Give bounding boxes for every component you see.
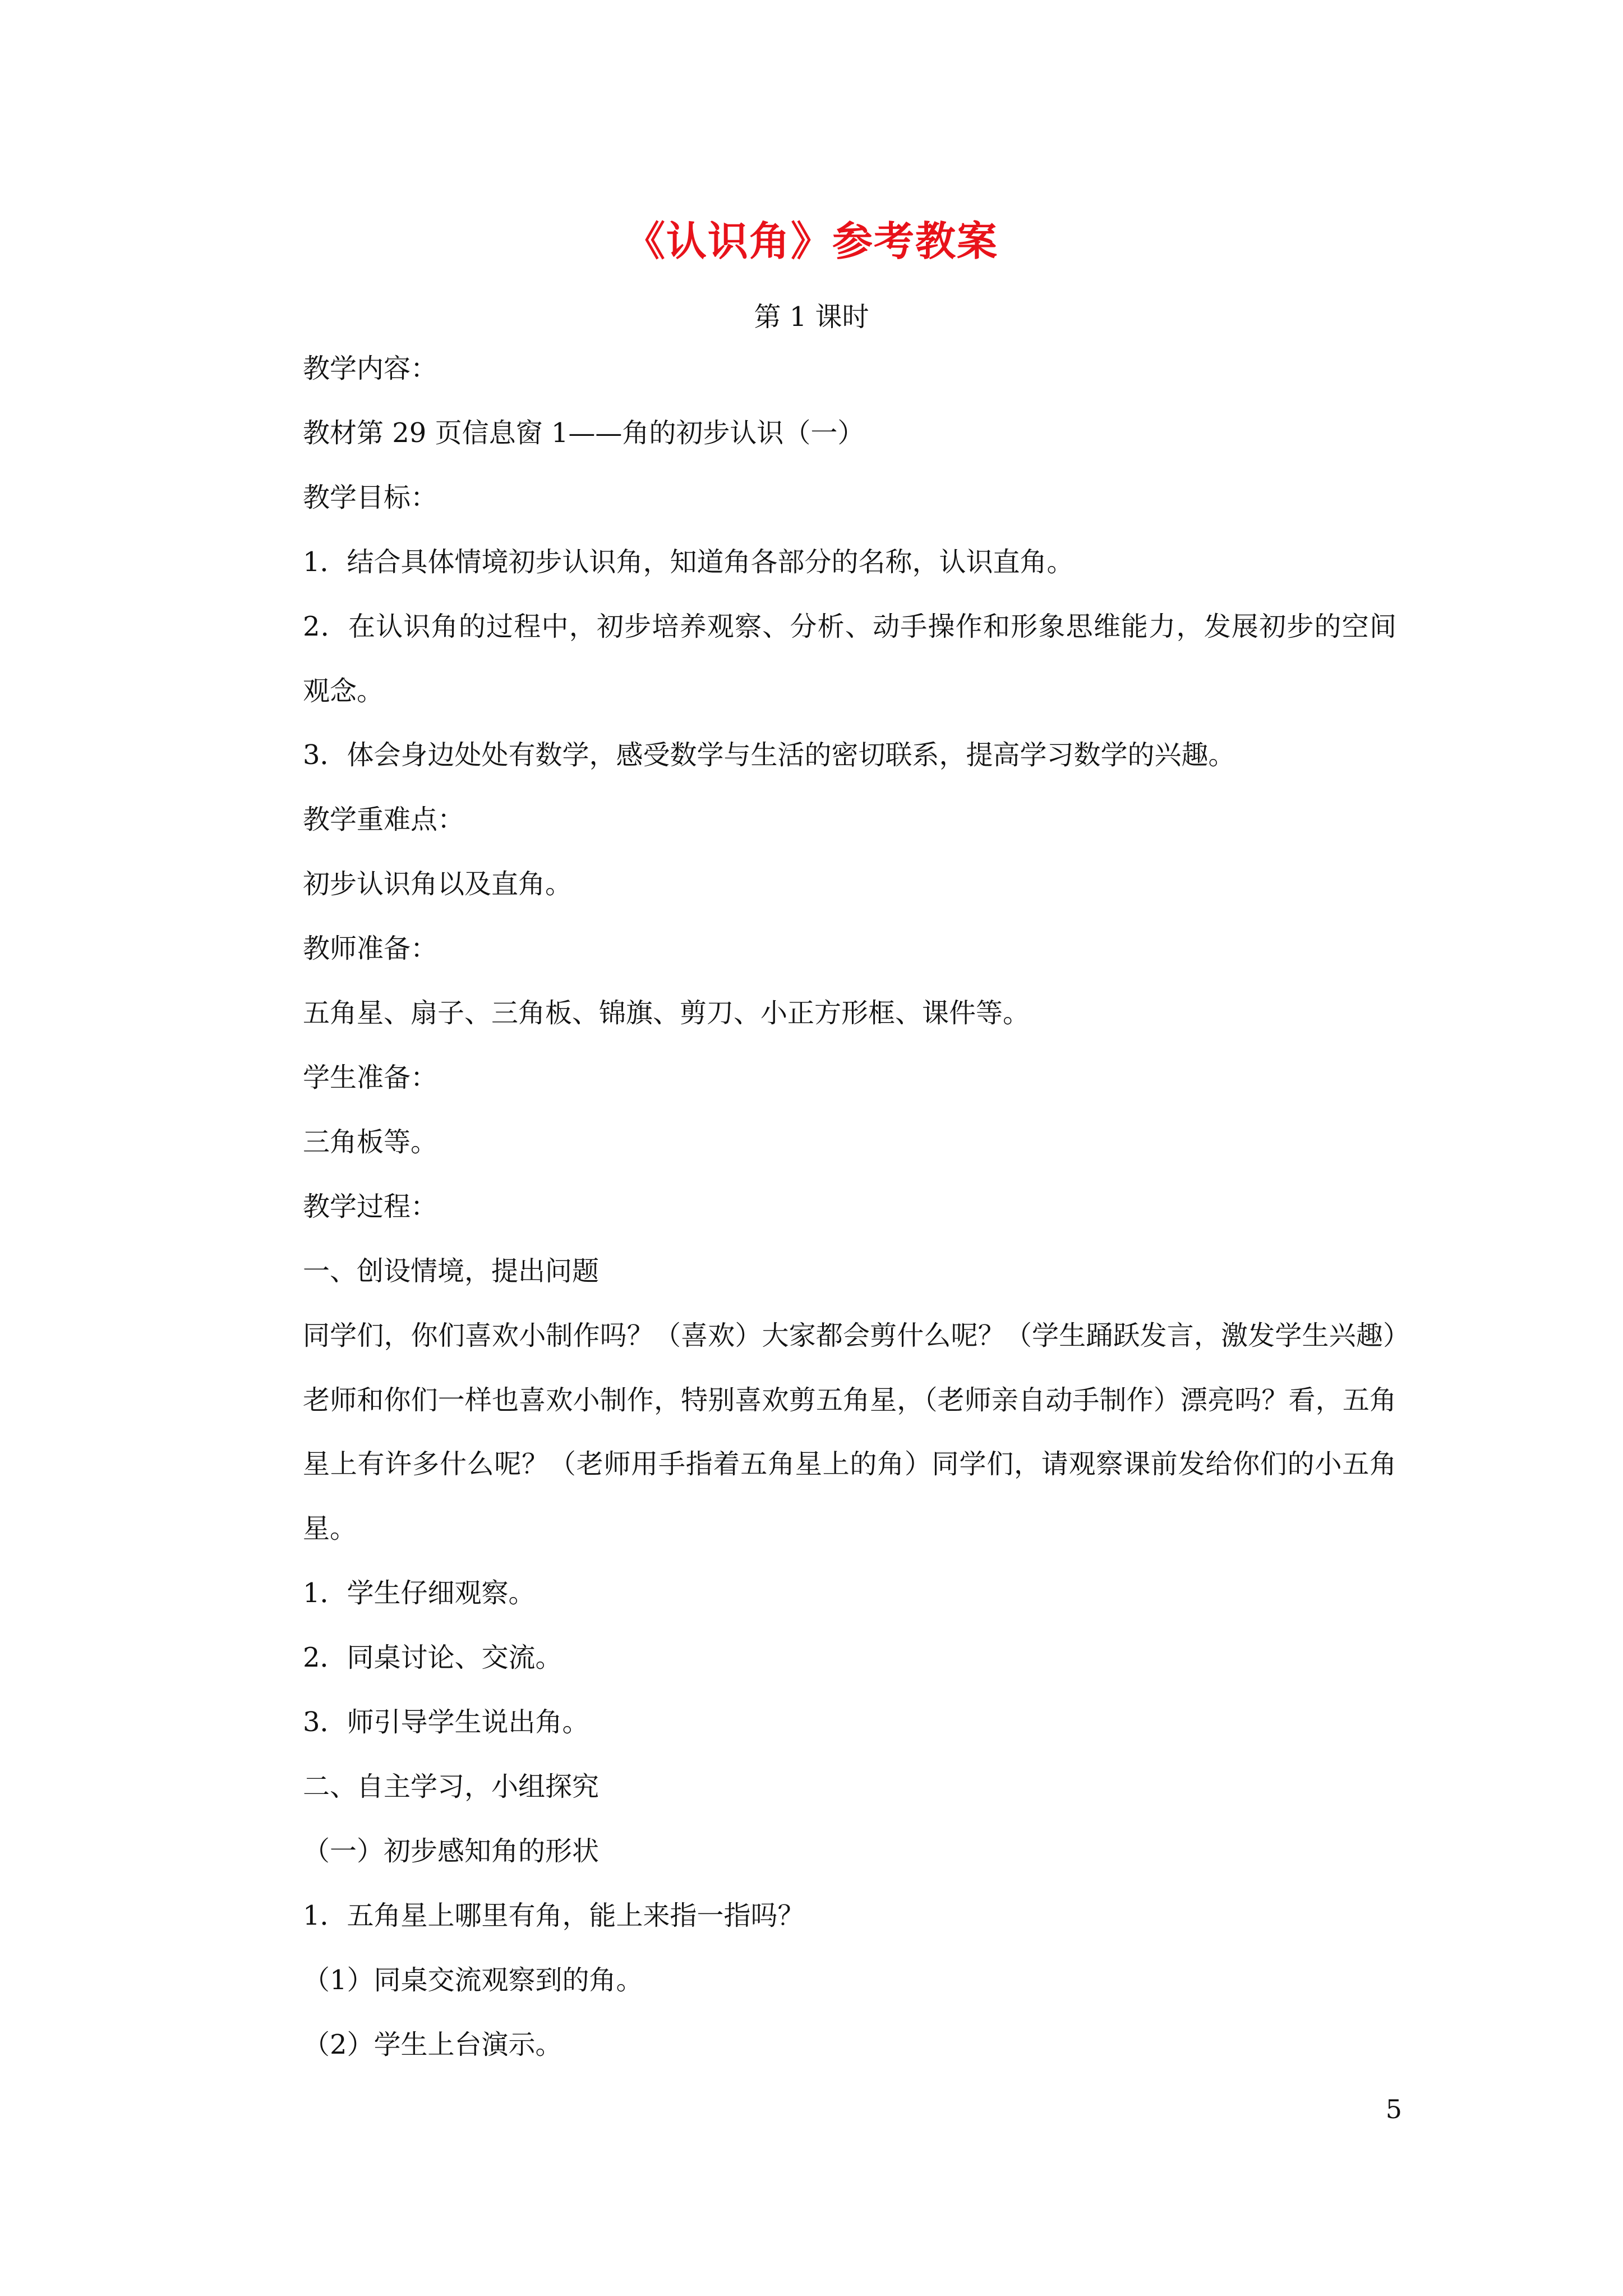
paragraph: （1）同桌交流观察到的角。 xyxy=(303,1964,643,1996)
document-body xyxy=(303,337,1396,2077)
document-title: 《认识角》参考教案 xyxy=(624,217,998,265)
paragraph: 五角星、扇子、三角板、锦旗、剪刀、小正方形框、课件等。 xyxy=(303,997,1030,1029)
lesson-label: 第 1 课时 xyxy=(754,301,869,333)
paragraph: 1．学生仔细观察。 xyxy=(303,1577,536,1609)
paragraph: 教学过程： xyxy=(303,1190,438,1222)
paragraph: 教学目标： xyxy=(303,481,438,513)
paragraph: （2）学生上台演示。 xyxy=(303,2028,562,2060)
paragraph: 教师准备： xyxy=(303,933,438,965)
paragraph: 初步认识角以及直角。 xyxy=(303,868,573,900)
paragraph: 3．体会身边处处有数学，感受数学与生活的密切联系，提高学习数学的兴趣。 xyxy=(303,739,1235,771)
paragraph: 3．师引导学生说出角。 xyxy=(303,1706,589,1738)
paragraph: （一）初步感知角的形状 xyxy=(303,1835,600,1867)
paragraph: 同学们，你们喜欢小制作吗？（喜欢）大家都会剪什么呢？（学生踊跃发言，激发学生兴趣）老师和你们一样也喜欢小制作，特别喜欢剪五角星，（老师亲自动手制作）漂亮吗？看，五角星上有许多什么呢？（老师用手指着五角星上的角）同学们，请观察课前发给你们的小五角星。 xyxy=(303,1319,1396,1545)
page-number: 5 xyxy=(1385,2094,1402,2124)
paragraph: 一、创设情境，提出问题 xyxy=(303,1255,600,1287)
paragraph: 2．在认识角的过程中，初步培养观察、分析、动手操作和形象思维能力，发展初步的空间观念。 xyxy=(303,610,1396,707)
paragraph: 教学内容： xyxy=(303,353,438,384)
paragraph: 学生准备： xyxy=(303,1061,438,1093)
paragraph: 三角板等。 xyxy=(303,1126,438,1158)
paragraph: 2．同桌讨论、交流。 xyxy=(303,1642,562,1674)
paragraph: 教材第 29 页信息窗 1——角的初步认识（一） xyxy=(303,417,865,449)
paragraph: 1．结合具体情境初步认识角，知道角各部分的名称，认识直角。 xyxy=(303,546,1074,578)
paragraph: 教学重难点： xyxy=(303,804,465,836)
paragraph: 二、自主学习，小组探究 xyxy=(303,1770,600,1802)
paragraph: 1．五角星上哪里有角，能上来指一指吗？ xyxy=(303,1899,805,1931)
